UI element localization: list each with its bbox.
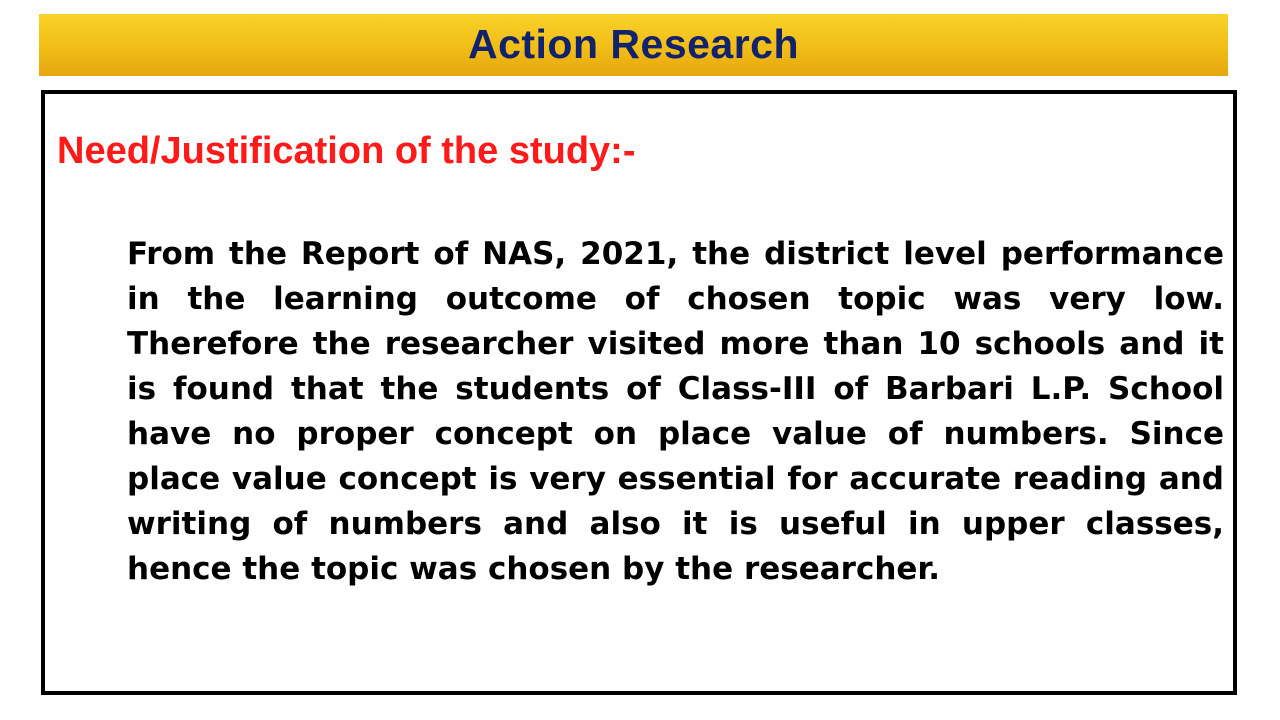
content-box	[41, 90, 1237, 695]
body-paragraph: From the Report of NAS, 2021, the district level performance in the learning outcome of chosen topic was very low. Therefore the researcher visited more than 10 schools and it is found that the students of Class-III of Barbari L.P. School have no proper concept on place value of numbers. Since place value concept is very essential for accurate reading and writing of numbers and also it is useful in upper classes, hence the topic was chosen by the researcher.	[127, 236, 1224, 587]
section-heading: Need/Justification of the study:-	[57, 130, 636, 172]
title-banner	[39, 14, 1228, 76]
slide-title: Action Research	[467, 20, 800, 67]
